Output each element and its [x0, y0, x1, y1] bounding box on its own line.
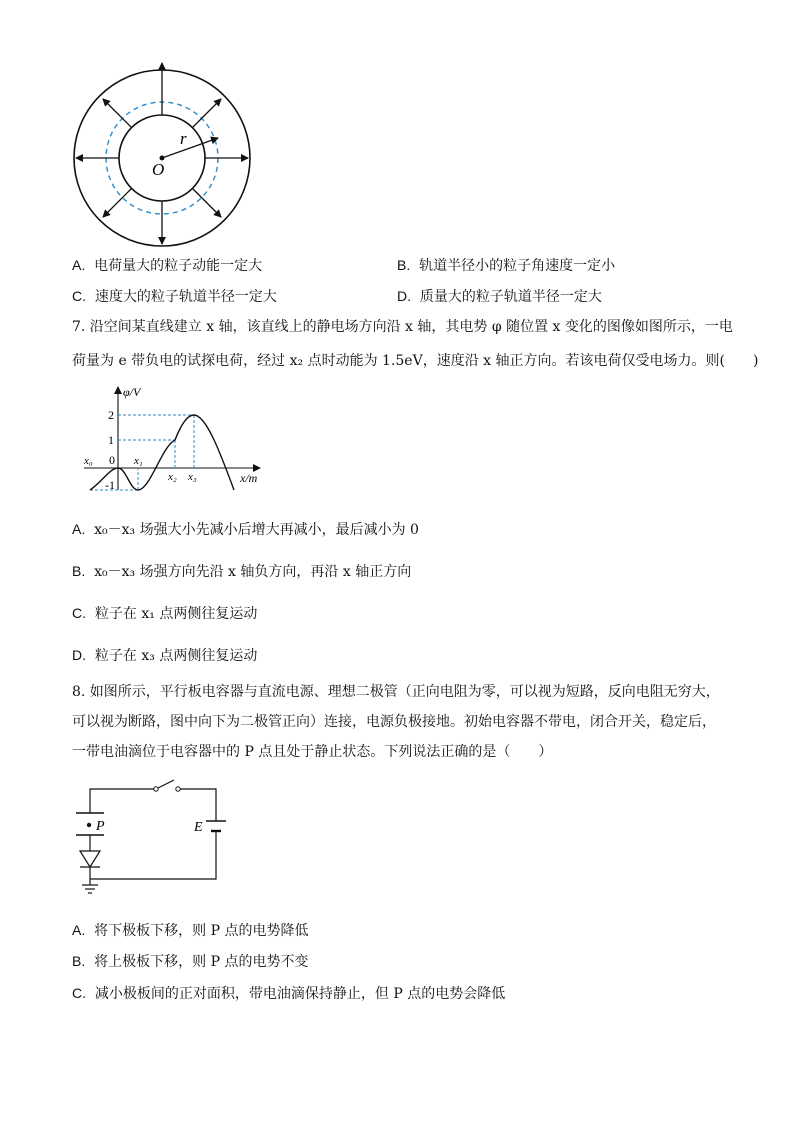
q6-field-figure	[70, 58, 260, 248]
q7-potential-graph	[80, 382, 280, 497]
y-axis-label: φ/V	[123, 385, 141, 399]
tick-1: 1	[108, 433, 114, 447]
q7-option-d: D. 粒子在 x₃ 点两侧往复运动	[72, 647, 258, 664]
q6-option-c: C. 速度大的粒子轨道半径一定大	[72, 288, 277, 305]
q8-circuit-diagram	[70, 775, 230, 900]
tick-neg1: -1	[105, 478, 115, 492]
oil-drop-point	[87, 823, 91, 827]
center-label: O	[152, 160, 165, 179]
tick-2: 2	[108, 408, 114, 422]
label-p: P	[96, 819, 105, 834]
q8-stem-line2: 可以视为断路，图中向下为二极管正向）连接，电源负极接地。初始电容器不带电，闭合开关，稳定后，	[72, 714, 716, 730]
q6-option-d: D. 质量大的粒子轨道半径一定大	[397, 288, 602, 305]
label-x2: x₂	[168, 471, 177, 483]
q6-option-b: B. 轨道半径小的粒子角速度一定小	[397, 257, 616, 274]
q7-option-b: B. x₀－x₃ 场强方向先沿 x 轴负方向，再沿 x 轴正方向	[72, 563, 412, 580]
q7-option-a: A. x₀－x₃ 场强大小先减小后增大再减小，最后减小为 0	[72, 521, 419, 538]
radial-field-arrows	[76, 63, 248, 244]
q8-option-a: A. 将下极板下移，则 P 点的电势降低	[72, 922, 309, 939]
q8-stem-line3: 一带电油滴位于电容器中的 P 点且处于静止状态。下列说法正确的是（ ）	[72, 744, 553, 760]
q6-option-a: A. 电荷量大的粒子动能一定大	[72, 257, 263, 274]
label-x1: x₁	[134, 455, 143, 467]
radius-arrow	[162, 138, 218, 158]
q7-stem-line2: 荷量为 e 带负电的试探电荷，经过 x₂ 点时动能为 1.5eV，速度沿 x 轴正方向。若该电荷仅受电场力。则( )	[72, 353, 759, 369]
q7-option-c: C. 粒子在 x₁ 点两侧往复运动	[72, 605, 258, 622]
q8-option-c: C. 减小极板间的正对面积，带电油滴保持静止，但 P 点的电势会降低	[72, 985, 506, 1002]
label-x3: x₃	[188, 471, 197, 483]
q7-stem-line1: 7. 沿空间某直线建立 x 轴，该直线上的静电场方向沿 x 轴，其电势 φ 随位置 x 变化的图像如图所示，一电	[72, 319, 733, 335]
tick-0: 0	[109, 453, 115, 467]
q8-option-b: B. 将上极板下移，则 P 点的电势不变	[72, 953, 309, 970]
radius-label: r	[180, 129, 187, 148]
x-axis-label: x/m	[240, 471, 258, 485]
q8-stem-line1: 8. 如图所示，平行板电容器与直流电源、理想二极管（正向电阻为零，可以视为短路，反向电阻无穷大，	[72, 684, 720, 700]
diode	[80, 851, 100, 867]
label-e: E	[194, 820, 203, 835]
switch-arm	[158, 780, 174, 788]
label-x0: x₀	[84, 455, 93, 467]
